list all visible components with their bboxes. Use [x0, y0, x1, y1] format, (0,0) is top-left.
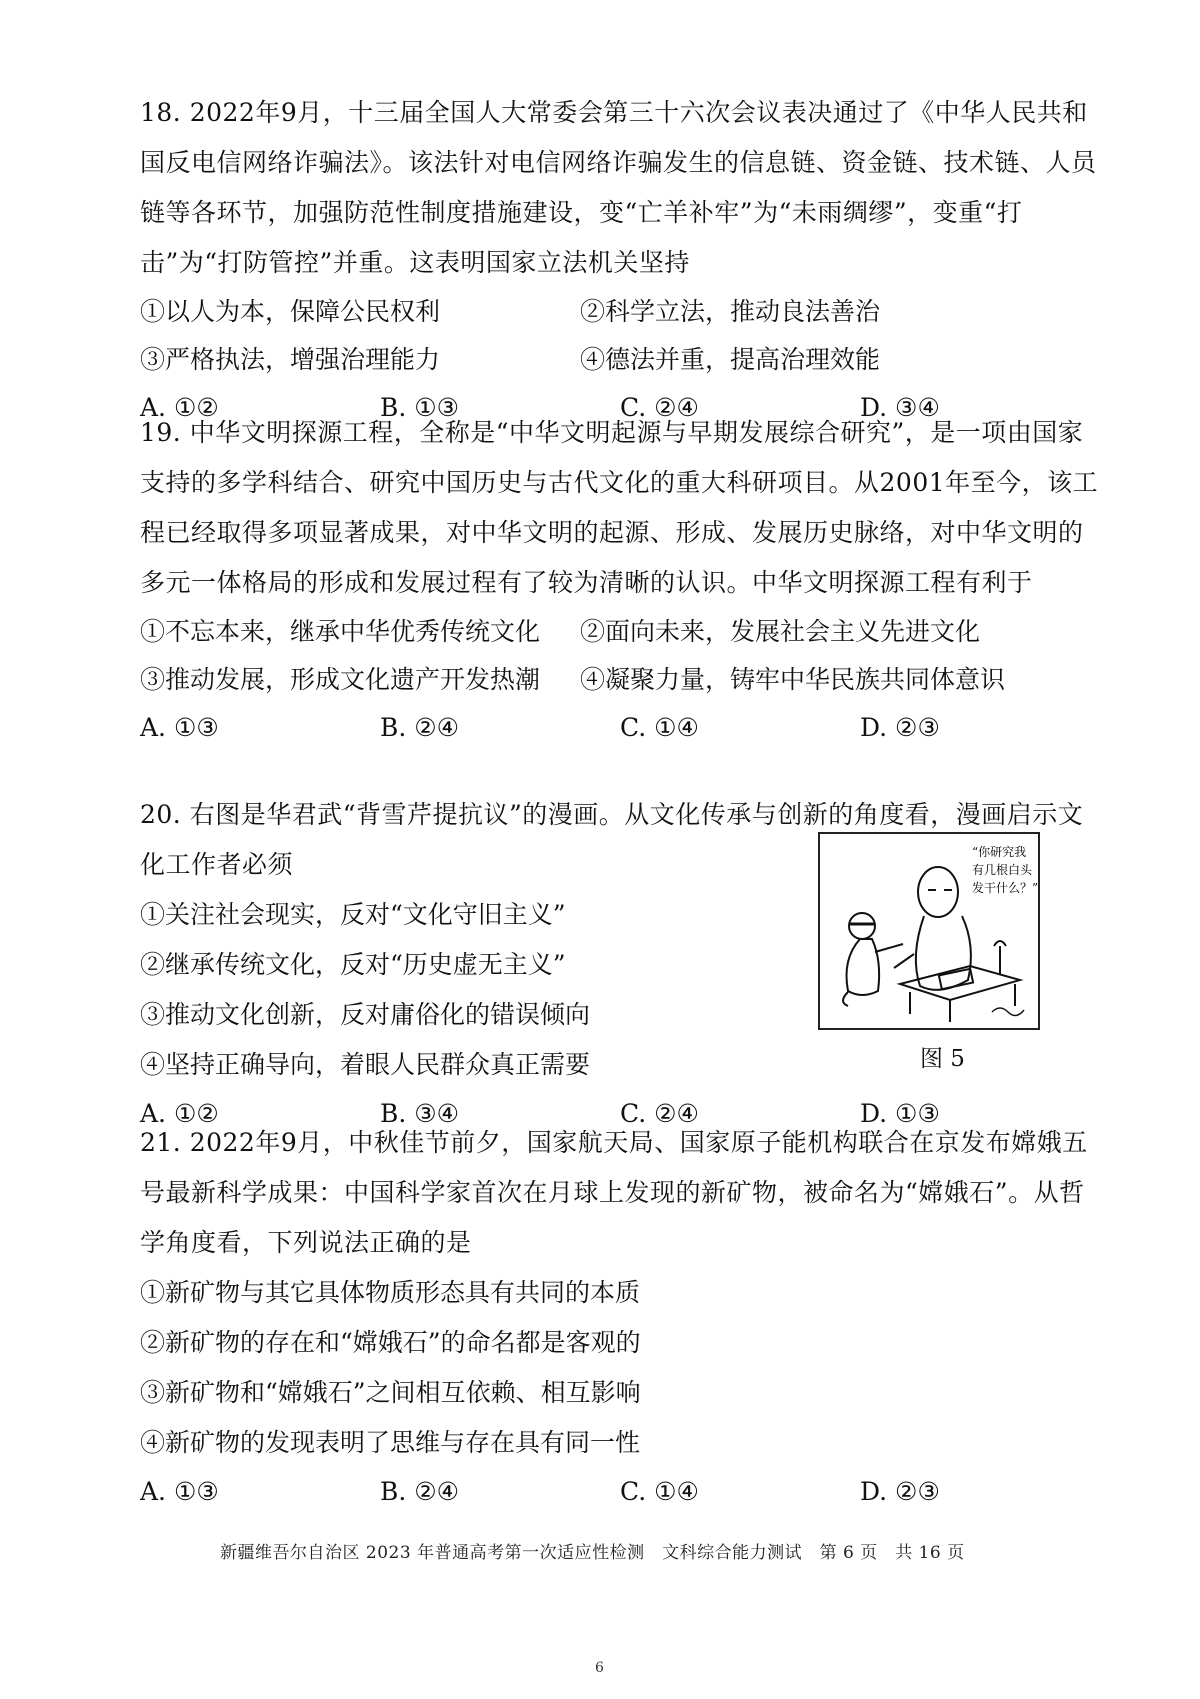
statement: ①关注社会现实，反对“文化守旧主义”: [140, 900, 566, 929]
option-c[interactable]: C. ①④: [620, 713, 699, 742]
statement: ③新矿物和“嫦娥石”之间相互依赖、相互影响: [140, 1378, 641, 1407]
option-d[interactable]: D. ①③: [860, 1099, 940, 1128]
cartoon-figure: [818, 832, 1040, 1030]
option-c[interactable]: C. ①④: [620, 1477, 699, 1506]
cartoon-left-figure: [843, 913, 903, 1006]
option-a[interactable]: A. ①③: [140, 713, 219, 742]
option-a[interactable]: A. ①②: [140, 1099, 219, 1128]
question-21-statements: [140, 1268, 1100, 1468]
statement: ④德法并重，提高治理效能: [580, 345, 881, 374]
statement: ③推动文化创新，反对庸俗化的错误倾向: [140, 1000, 591, 1029]
question-20-stem: 20. 右图是华君武“背雪芹提抗议”的漫画。从文化传承与创新的角度看，漫画启示文化工作者必须: [140, 800, 1084, 879]
option-d[interactable]: D. ②③: [860, 713, 940, 742]
statement: ②面向未来，发展社会主义先进文化: [580, 617, 981, 646]
option-b[interactable]: B. ③④: [380, 1099, 460, 1128]
option-b[interactable]: B. ①③: [380, 393, 460, 422]
statement: ②继承传统文化，反对“历史虚无主义”: [140, 950, 566, 979]
question-20-statements: [140, 890, 780, 1090]
statement: ④凝聚力量，铸牢中华民族共同体意识: [580, 665, 1006, 694]
statement: ①新矿物与其它具体物质形态具有共同的本质: [140, 1278, 641, 1307]
question-18-statements-row-1: [140, 288, 1100, 336]
option-d[interactable]: D. ②③: [860, 1477, 940, 1506]
statement: ③推动发展，形成文化遗产开发热潮: [140, 665, 541, 694]
option-b[interactable]: B. ②④: [380, 1477, 460, 1506]
statement: ④坚持正确导向，着眼人民群众真正需要: [140, 1050, 591, 1079]
question-18: [140, 88, 1100, 432]
question-19: [140, 408, 1100, 752]
bubble-line-3: 发干什么？”: [972, 881, 1038, 895]
option-c[interactable]: C. ②④: [620, 1099, 699, 1128]
question-18-stem: 18. 2022年9月，十三届全国人大常委会第三十六次会议表决通过了《中华人民共和国反电信网络诈骗法》。该法针对电信网络诈骗发生的信息链、资金链、技术链、人员链等各环节，加强防范性制度措施建设，变“亡羊补牢”为“未雨绸缪”，变重“打击”为“打防管控”并重。这表明国家立法机关坚持: [140, 98, 1097, 277]
option-c[interactable]: C. ②④: [620, 393, 699, 422]
question-19-options: [140, 704, 1100, 752]
bubble-line-2: 有几根白头: [972, 863, 1033, 877]
question-18-statements-row-2: [140, 336, 1100, 384]
statement: ②新矿物的存在和“嫦娥石”的命名都是客观的: [140, 1328, 641, 1357]
option-a[interactable]: A. ①③: [140, 1477, 219, 1506]
cartoon-drawing: [820, 834, 1038, 1028]
question-21: [140, 1118, 1100, 1516]
statement: ①不忘本来，继承中华优秀传统文化: [140, 617, 541, 646]
question-19-statements-row-1: [140, 608, 1100, 656]
statement: ④新矿物的发现表明了思维与存在具有同一性: [140, 1428, 641, 1457]
option-a[interactable]: A. ①②: [140, 393, 219, 422]
figure-caption: 图 5: [920, 1046, 965, 1072]
option-d[interactable]: D. ③④: [860, 393, 940, 422]
page-footer: 新疆维吾尔自治区 2023 年普通高考第一次适应性检测 文科综合能力测试 第 6 页 共 16 页: [220, 1543, 965, 1563]
page-number: 6: [595, 1660, 604, 1676]
statement: ②科学立法，推动良法善治: [580, 297, 881, 326]
bubble-line-1: “你研究我: [972, 845, 1027, 859]
statement: ①以人为本，保障公民权利: [140, 297, 441, 326]
question-21-options: [140, 1468, 1100, 1516]
cartoon-signature: [992, 1008, 1024, 1016]
question-19-statements-row-2: [140, 656, 1100, 704]
question-21-stem: 21. 2022年9月，中秋佳节前夕，国家航天局、国家原子能机构联合在京发布嫦娥五号最新科学成果：中国科学家首次在月球上发现的新矿物，被命名为“嫦娥石”。从哲学角度看，下列说法正确的是: [140, 1128, 1088, 1257]
statement: ③严格执法，增强治理能力: [140, 345, 441, 374]
question-19-stem: 19. 中华文明探源工程，全称是“中华文明起源与早期发展综合研究”，是一项由国家支持的多学科结合、研究中国历史与古代文化的重大科研项目。从2001年至今，该工程已经取得多项显著成果，对中华文明的起源、形成、发展历史脉络，对中华文明的多元一体格局的形成和发展过程有了较为清晰的认识。中华文明探源工程有利于: [140, 418, 1099, 597]
option-b[interactable]: B. ②④: [380, 713, 460, 742]
